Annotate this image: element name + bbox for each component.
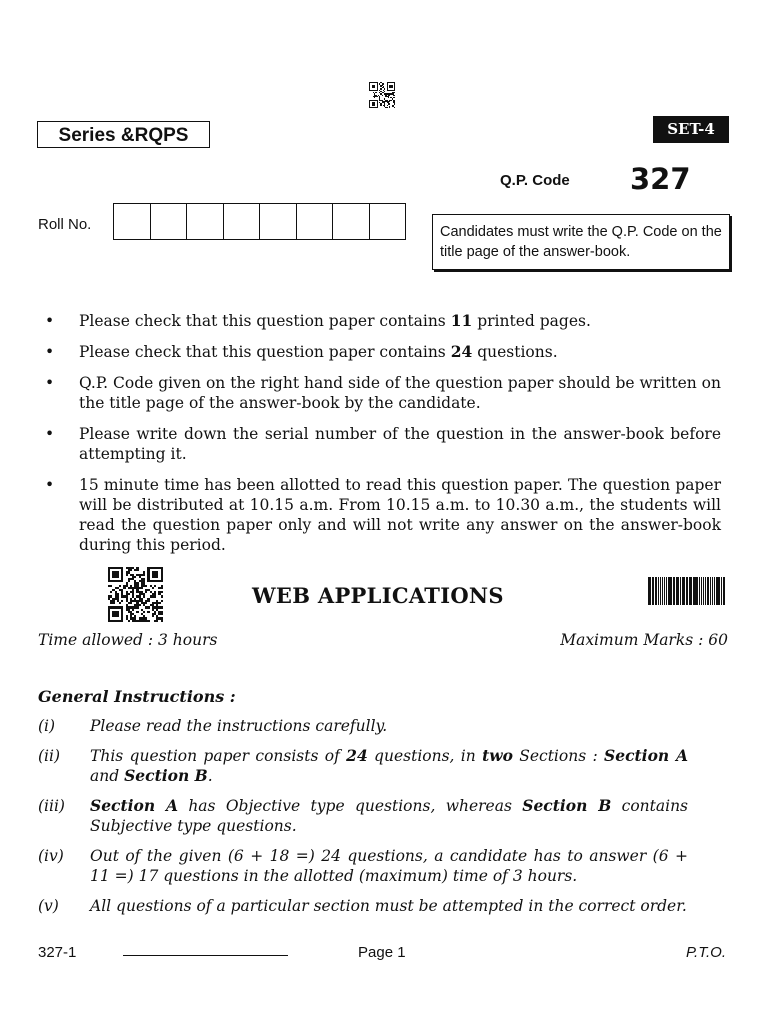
check-text: 15 minute time has been allotted to read this question paper. The question paper will be distributed at 10.15 a.m. From 10.15 a.m. to 10.30 a.m., the students will read the question paper only and will not write any answer on the answer-book during this period. — [79, 476, 721, 554]
time-allowed: Time allowed : 3 hours — [38, 631, 218, 649]
check-item — [45, 475, 721, 555]
subject-qr-code — [108, 567, 163, 622]
qp-code-label: Q.P. Code — [500, 172, 570, 189]
roll-number-box[interactable] — [114, 204, 151, 239]
check-text: Please check that this question paper contains — [79, 343, 451, 361]
roll-number-box[interactable] — [224, 204, 261, 239]
instruction-item — [38, 746, 688, 786]
roll-number-box[interactable] — [151, 204, 188, 239]
instruction-text: Please read the instructions carefully. — [90, 717, 388, 735]
check-text: questions. — [472, 343, 558, 361]
maximum-marks: Maximum Marks : 60 — [560, 631, 728, 649]
instruction-number: (ii) — [38, 747, 61, 765]
check-text: Please write down the serial number of the question in the answer-book before attempting it. — [79, 425, 721, 463]
footer-pto: P.T.O. — [685, 944, 726, 961]
set-badge: SET-4 — [653, 116, 729, 143]
instruction-item — [38, 896, 688, 916]
instruction-text: This question paper consists of 24 questions, in two Sections : Section A and Section B. — [90, 746, 688, 785]
footer-divider — [123, 955, 288, 956]
check-emphasis: 24 — [450, 342, 473, 361]
subject-title: WEB APPLICATIONS — [252, 583, 504, 608]
instruction-number: (v) — [38, 897, 59, 915]
barcode — [648, 577, 726, 605]
instruction-text: All questions of a particular section must be attempted in the correct order. — [90, 897, 687, 915]
instruction-number: (i) — [38, 717, 56, 735]
roll-number-box[interactable] — [297, 204, 334, 239]
check-text: Please check that this question paper contains — [79, 312, 451, 330]
bullet-icon: • — [45, 425, 55, 443]
roll-number-box[interactable] — [370, 204, 407, 239]
check-text: printed pages. — [472, 312, 591, 330]
qp-code-value: 327 — [630, 162, 691, 196]
roll-number-box[interactable] — [333, 204, 370, 239]
check-emphasis: 11 — [450, 311, 473, 330]
check-item — [45, 342, 721, 362]
instruction-item — [38, 796, 688, 836]
series-label: Series &RQPS — [37, 121, 210, 148]
instruction-number: (iv) — [38, 847, 64, 865]
bullet-icon: • — [45, 476, 55, 494]
instruction-item — [38, 846, 688, 886]
roll-number-label: Roll No. — [38, 216, 92, 233]
footer-page-number: Page 1 — [358, 944, 406, 961]
check-item — [45, 311, 721, 331]
roll-number-box[interactable] — [260, 204, 297, 239]
instruction-item — [38, 716, 688, 736]
instruction-text: Section A has Objective type questions, whereas Section B contains Subjective type questions. — [90, 796, 689, 835]
instruction-text: Out of the given (6 + 18 =) 24 questions, a candidate has to answer (6 + 11 =) 17 questions in the allotted (maximum) time of 3 hours. — [90, 847, 688, 885]
general-instructions-heading: General Instructions : — [38, 687, 236, 706]
candidate-note-box: Candidates must write the Q.P. Code on the title page of the answer-book. — [432, 214, 730, 270]
bullet-icon: • — [45, 374, 55, 392]
footer-paper-code: 327-1 — [38, 944, 77, 961]
roll-number-boxes[interactable] — [113, 203, 406, 240]
bullet-icon: • — [45, 312, 55, 330]
check-item — [45, 373, 721, 413]
check-list — [45, 311, 721, 566]
check-text: Q.P. Code given on the right hand side of the question paper should be written on the title page of the answer-book by the candidate. — [79, 374, 721, 412]
top-qr-code — [369, 82, 395, 108]
roll-number-box[interactable] — [187, 204, 224, 239]
bullet-icon: • — [45, 343, 55, 361]
general-instructions-list — [38, 716, 688, 926]
check-item — [45, 424, 721, 464]
instruction-number: (iii) — [38, 797, 65, 815]
